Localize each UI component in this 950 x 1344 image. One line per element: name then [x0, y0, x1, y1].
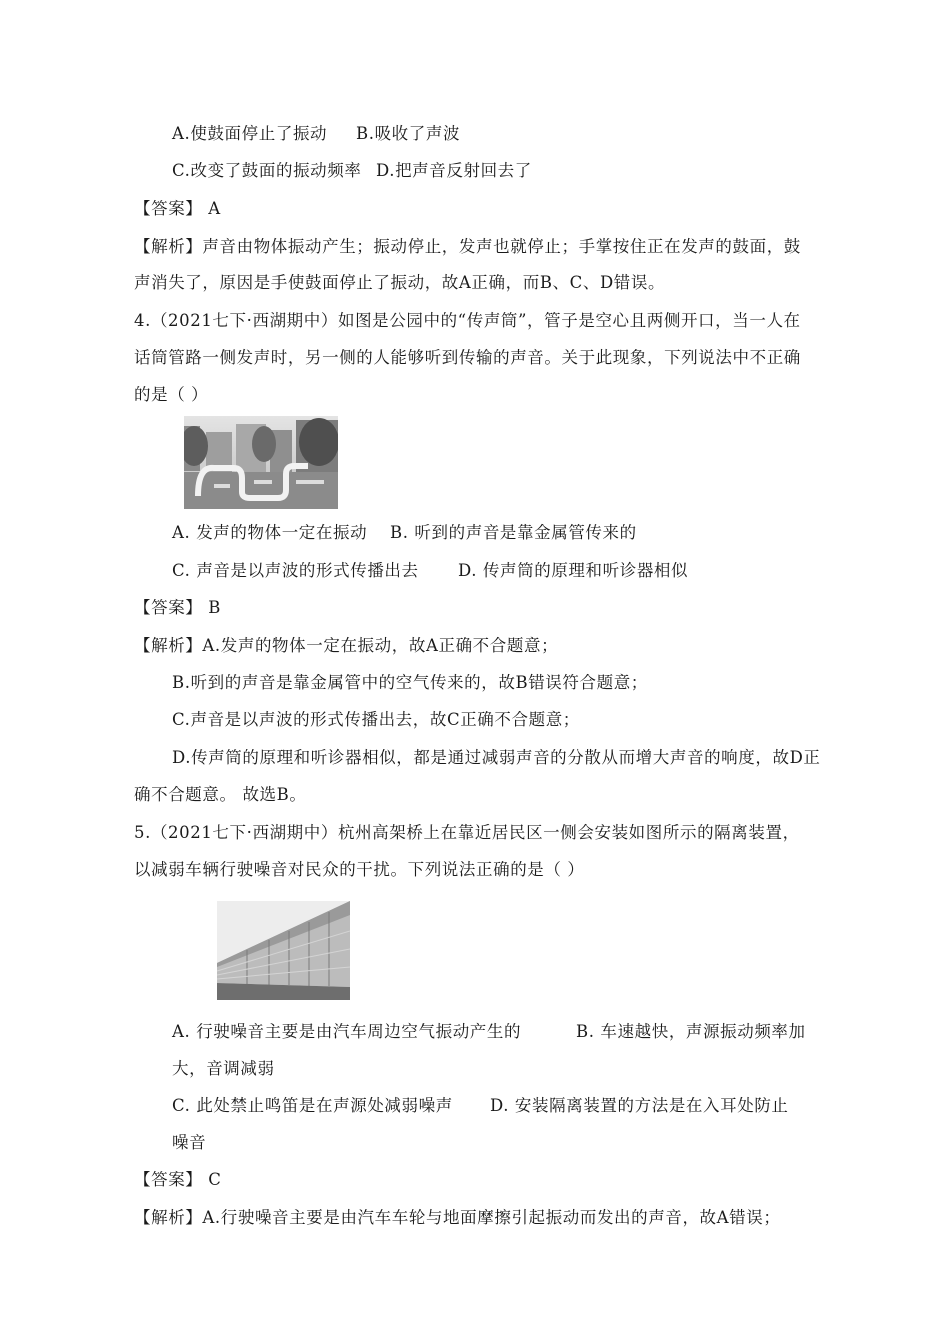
q5-option-b-line-1: B. 车速越快，声源振动频率加: [576, 1022, 806, 1041]
q4-analysis-line-4: D.传声筒的原理和听诊器相似，都是通过减弱声音的分散从而增大声音的响度，故D正: [172, 748, 821, 767]
q4-analysis-line-3: C.声音是以声波的形式传播出去，故C正确不合题意；: [172, 710, 580, 729]
q5-stem-line-2: 以减弱车辆行驶噪音对民众的干扰。下列说法正确的是（ ）: [134, 860, 585, 879]
q4-stem-line-2: 话筒管路一侧发声时，另一侧的人能够听到传输的声音。关于此现象，下列说法中不正确: [134, 348, 801, 367]
q3-option-a: A.使鼓面停止了振动: [172, 124, 328, 143]
q4-option-b: B. 听到的声音是靠金属管传来的: [390, 523, 637, 542]
q5-option-a: A. 行驶噪音主要是由汽车周边空气振动产生的: [172, 1022, 522, 1041]
q3-option-c: C.改变了鼓面的振动频率: [172, 161, 362, 180]
q4-stem-line-1: 4.（2021七下·西湖期中）如图是公园中的“传声筒”，管子是空心且两侧开口，当一人在: [134, 311, 801, 330]
q5-option-c: C. 此处禁止鸣笛是在声源处减弱噪声: [172, 1096, 453, 1115]
q5-analysis-line-1: 【解析】A.行驶噪音主要是由汽车车轮与地面摩擦引起振动而发出的声音，故A错误；: [134, 1208, 781, 1227]
q5-option-b-line-2: 大，音调减弱: [172, 1059, 275, 1078]
q3-analysis-line-1: 【解析】声音由物体振动产生；振动停止，发声也就停止；手掌按住正在发声的鼓面，鼓: [134, 237, 801, 256]
q3-answer: 【答案】 A: [134, 199, 221, 218]
q4-answer: 【答案】 B: [134, 598, 221, 617]
q4-analysis-line-1: 【解析】A.发声的物体一定在振动，故A正确不合题意；: [134, 636, 559, 655]
q4-option-a: A. 发声的物体一定在振动: [172, 523, 368, 542]
q5-answer: 【答案】 C: [134, 1170, 222, 1189]
q4-option-c: C. 声音是以声波的形式传播出去: [172, 561, 419, 580]
q5-stem-line-1: 5.（2021七下·西湖期中）杭州高架桥上在靠近居民区一侧会安装如图所示的隔离装置，: [134, 823, 800, 842]
q4-option-d: D. 传声筒的原理和听诊器相似: [458, 561, 689, 580]
q5-option-d-line-2: 噪音: [172, 1133, 207, 1152]
q3-option-b: B.吸收了声波: [356, 124, 461, 143]
q4-analysis-line-5: 确不合题意。 故选B。: [134, 785, 307, 804]
speaking-tube-photo: [184, 416, 338, 509]
q3-analysis-line-2: 声消失了，原因是手使鼓面停止了振动，故A正确，而B、C、D错误。: [134, 273, 666, 292]
noise-barrier-photo: [217, 901, 350, 1000]
q4-stem-line-3: 的是（ ）: [134, 385, 209, 404]
q5-option-d-line-1: D. 安装隔离装置的方法是在入耳处防止: [490, 1096, 789, 1115]
q3-option-d: D.把声音反射回去了: [376, 161, 532, 180]
q4-analysis-line-2: B.听到的声音是靠金属管中的空气传来的，故B错误符合题意；: [172, 673, 648, 692]
